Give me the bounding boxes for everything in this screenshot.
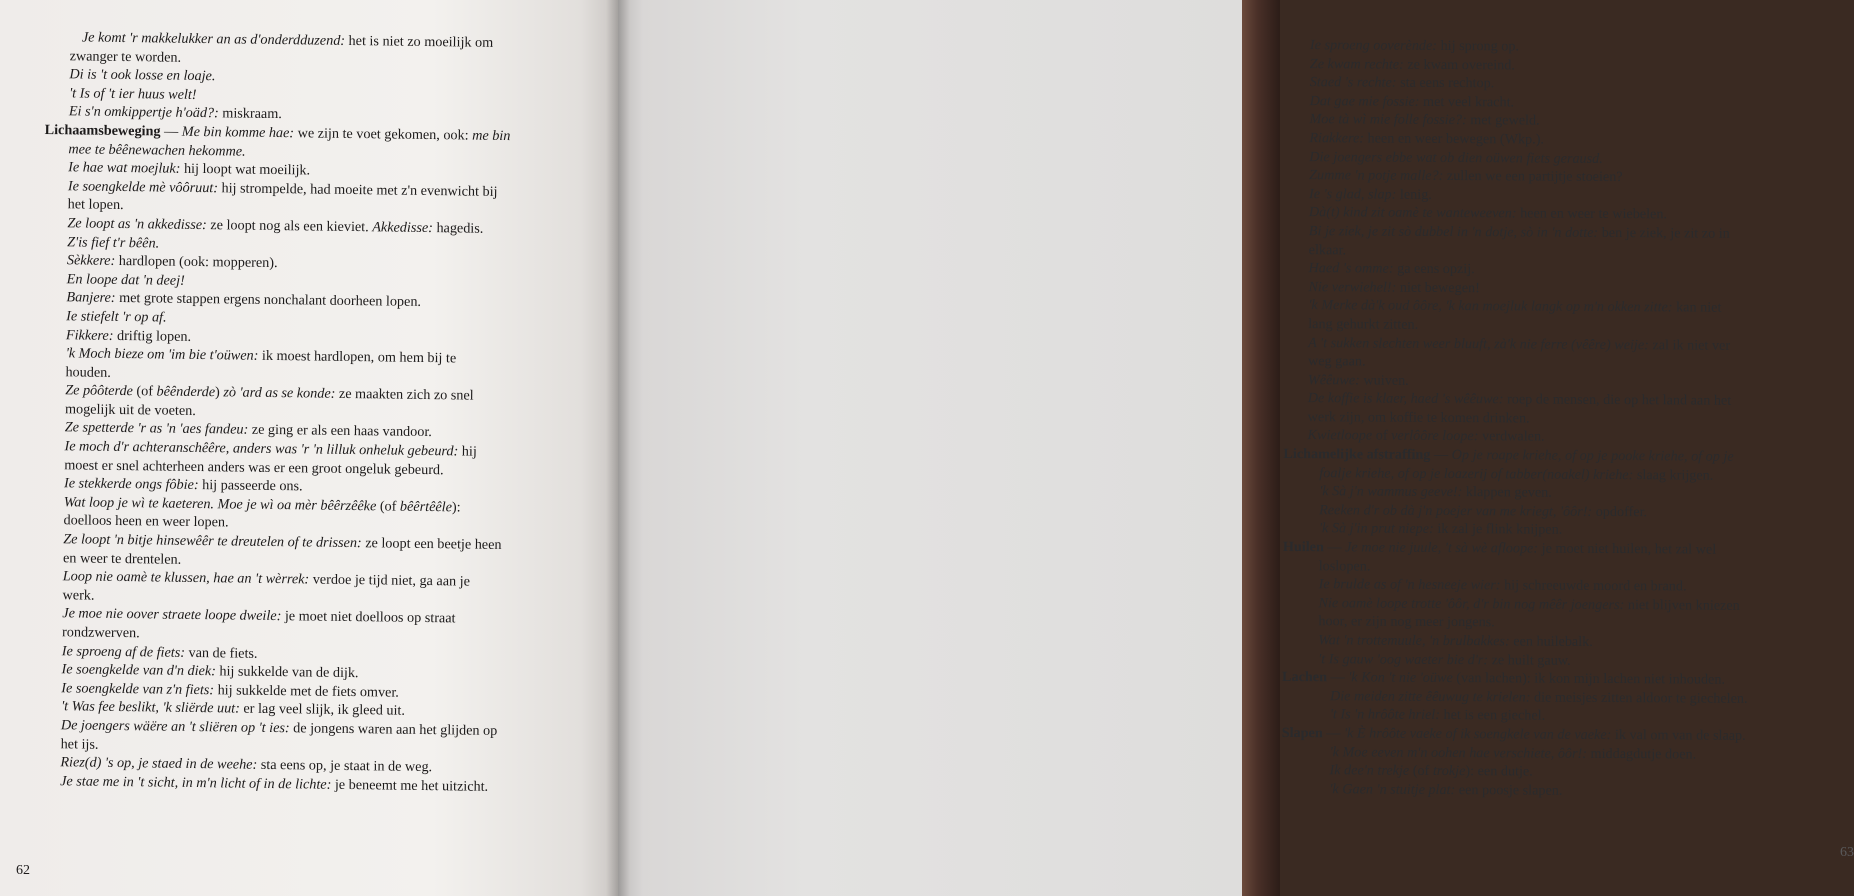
dialect-phrase: Dà(t) kind zit oamè te wanteweeven: bbox=[1308, 204, 1517, 222]
dialect-phrase: Ie sproeng ooverènde: bbox=[1309, 37, 1438, 54]
translation-text: hij bbox=[458, 443, 477, 460]
dialect-phrase: Nie verwiehel!: bbox=[1308, 278, 1397, 296]
translation-text: sta eens op, je staat in de weg. bbox=[257, 756, 433, 776]
dialect-phrase: Riakkere: bbox=[1309, 130, 1365, 147]
translation-text: met grote stappen ergens nonchalant doorheen lopen. bbox=[115, 290, 422, 311]
translation-text: ze kwam overeind. bbox=[1403, 56, 1516, 73]
section-heading: Lichaamsbeweging bbox=[44, 121, 161, 140]
dialect-phrase: En loope dat 'n deej! bbox=[66, 271, 185, 289]
translation-text: hij sprong op. bbox=[1437, 37, 1520, 55]
dialect-phrase: Ze loopt as 'n akkedisse: bbox=[67, 215, 207, 234]
dialect-phrase: Ie soengkelde van z'n fiets: bbox=[61, 680, 215, 699]
dialect-phrase: 'k Sà j'in prut niepe: bbox=[1318, 520, 1434, 538]
dialect-phrase: Ie brulde as of 'n hesneeje wier: bbox=[1318, 576, 1501, 594]
right-page-text bbox=[1281, 36, 1814, 802]
translation-text: ben je ziek, je zit zo in bbox=[1598, 224, 1730, 242]
translation-text: van de fiets. bbox=[184, 644, 258, 662]
dialect-phrase: Di is 't ook losse en loaje. bbox=[69, 66, 216, 85]
translation-text: wuiven. bbox=[1359, 372, 1409, 389]
section-heading: Lachen bbox=[1282, 669, 1328, 686]
translation-text: hij sukkelde met de fiets omver. bbox=[213, 682, 399, 701]
translation-text: zullen we een partijtje stoeien? bbox=[1443, 168, 1623, 186]
translation-text: die meisjes zitten aldoor te giechelen. bbox=[1530, 689, 1748, 707]
dialect-phrase: trokje bbox=[1432, 763, 1466, 780]
translation-text: ze maakten zich zo snel bbox=[335, 386, 474, 404]
translation-text: sta eens rechtop. bbox=[1396, 74, 1495, 92]
translation-text: het ijs. bbox=[60, 735, 99, 753]
left-page-text bbox=[36, 28, 568, 797]
translation-text: ze ging er als een haas vandoor. bbox=[248, 422, 432, 441]
dialect-phrase: zò 'ard as se konde: bbox=[223, 384, 336, 403]
translation-text: je moet niet doelloos op straat bbox=[281, 608, 456, 627]
translation-text: hij passeerde ons. bbox=[198, 477, 303, 495]
translation-text: zal ik niet ver bbox=[1648, 336, 1731, 354]
dialect-phrase: Op je roape kriehe, of op je pooke kriehe, of op je bbox=[1451, 447, 1734, 465]
dialect-phrase: Die joengers ebbe wat ob dien oüwen fiets gerausd. bbox=[1309, 148, 1603, 167]
translation-text: hij strompelde, had moeite met z'n evenwicht bij bbox=[217, 180, 498, 200]
translation-text: ): een dutje. bbox=[1465, 763, 1533, 780]
translation-text: loslopen. bbox=[1318, 557, 1371, 575]
translation-text: ze huilt gauw. bbox=[1488, 651, 1571, 669]
translation-text: werk zijn, om koffie te komen drinken. bbox=[1307, 409, 1530, 427]
dialect-phrase: Moe tà wì mie folle fossie?: bbox=[1309, 111, 1467, 129]
dialect-phrase: Dat gae mie fossie: bbox=[1309, 92, 1420, 110]
dialect-phrase: Loop nie oamè te klussen, hae an 't wèrrek: bbox=[62, 568, 310, 588]
dialect-phrase: 'k Kon 't nie 'oüwe bbox=[1348, 669, 1453, 687]
dialect-phrase: Akkedisse: bbox=[372, 219, 434, 237]
translation-text: ik val om van de slaap. bbox=[1611, 726, 1746, 744]
translation-text: ik moest hardlopen, om hem bij te bbox=[258, 347, 457, 367]
translation-text: niet bewegen! bbox=[1396, 279, 1480, 296]
dialect-phrase: Je stae me in 't sicht, in m'n licht of in de lichte: bbox=[60, 773, 332, 793]
translation-text: het is een giechel. bbox=[1439, 707, 1546, 724]
translation-text: houden. bbox=[65, 363, 111, 381]
translation-text: (of bbox=[376, 498, 401, 515]
dialect-phrase: 't Is gauw 'oog waeter bie d'r: bbox=[1318, 650, 1489, 668]
translation-text: — bbox=[1323, 539, 1346, 556]
dialect-phrase: Je moe nie juule, 't sà wè afloope: bbox=[1345, 539, 1539, 557]
translation-text: moest er snel achterheen anders was er een groot ongeluk gebeurd. bbox=[64, 456, 444, 478]
dialect-phrase: Kwietloope bbox=[1307, 427, 1373, 445]
translation-text: (van lachen): ik kon mijn lachen niet inhouden. bbox=[1452, 670, 1726, 688]
translation-text: verdoe je tijd niet, ga aan je bbox=[309, 571, 471, 590]
dialect-phrase: Ze loopt 'n bitje hinsewêêr te dreutelen of te drissen: bbox=[63, 531, 362, 552]
translation-text: ze loopt een beetje heen bbox=[361, 535, 502, 554]
dialect-phrase: 'k Gaen 'n stuitje plat: bbox=[1329, 781, 1456, 798]
translation-text: een poosje slapen. bbox=[1455, 781, 1563, 799]
translation-text: het is niet zo moeilijk om bbox=[344, 32, 494, 51]
translation-text: driftig lopen. bbox=[113, 327, 192, 345]
dialect-phrase: 'k Moe eeven m'n oohen hae verschiete, ôôr!: bbox=[1329, 743, 1588, 762]
translation-text: verdwalen. bbox=[1478, 428, 1545, 446]
dialect-phrase: Ie soengkelde van d'n diek: bbox=[61, 661, 216, 680]
translation-text: of bbox=[1372, 428, 1392, 445]
dialect-phrase: Riez(d) 's op, je staed in de weehe: bbox=[60, 754, 258, 773]
translation-text: heen en weer te wiebelen. bbox=[1516, 205, 1668, 223]
translation-text: ): bbox=[451, 499, 461, 516]
dialect-phrase: Nie oamè loope trotte 'ôôr, d'r bin nog mêêr joengers: bbox=[1318, 595, 1625, 613]
translation-text: weg gaan. bbox=[1307, 353, 1366, 370]
book-cover-edge bbox=[1242, 0, 1280, 896]
translation-text: ga eens opzij. bbox=[1393, 260, 1475, 278]
translation-text: met veel kracht. bbox=[1419, 93, 1515, 111]
translation-text: klappen geven. bbox=[1462, 484, 1552, 501]
translation-text: kan niet bbox=[1672, 299, 1722, 316]
dialect-phrase: 'k Merke dà'k oud ôôre, 'k kan moejluk langk op m'n okken zitte: bbox=[1308, 297, 1673, 316]
translation-text: lang gehurkt zitten. bbox=[1308, 316, 1419, 333]
translation-text: roep de mensen, die op het land aan het bbox=[1503, 391, 1732, 410]
translation-text: middagdutje doen. bbox=[1586, 745, 1697, 763]
translation-text: miskraam. bbox=[218, 105, 282, 123]
dialect-phrase: Wat 'n trottemuule, 'n brulbakkes: bbox=[1318, 632, 1510, 650]
dialect-phrase: Ei s'n omkippertje h'oäd?: bbox=[68, 103, 219, 122]
dialect-phrase: foalje kriehe, of op je loazerij of tabber(noakel) kriehe: bbox=[1319, 464, 1634, 483]
dialect-phrase: Me bin komme hae: bbox=[181, 123, 295, 142]
dialect-phrase: Wat loop je wì te kaeteren. Moe je wì oa mèr bêêrzêêke bbox=[63, 494, 377, 515]
dialect-phrase: A 't sukken slechten weer bluuft, zà'k nie ferre (vêêre) weije: bbox=[1308, 334, 1649, 353]
section-heading: Slapen bbox=[1281, 724, 1323, 742]
dialect-phrase: Ie moch d'r achteranschêêre, anders was 'r 'n lilluk onheluk gebeurd: bbox=[64, 438, 459, 460]
translation-text: er lag veel slijk, ik gleed uit. bbox=[239, 700, 406, 720]
translation-text: hij sukkelde van de dijk. bbox=[215, 663, 359, 682]
translation-text: met geweld. bbox=[1466, 112, 1540, 129]
dialect-phrase: verlôôre loope: bbox=[1391, 428, 1479, 445]
left-page-number: 62 bbox=[16, 863, 30, 878]
translation-text: hoor, er zijn nog meer jongens. bbox=[1318, 613, 1495, 631]
translation-text: ze loopt nog als een kieviet. bbox=[206, 217, 373, 236]
translation-text: lenig. bbox=[1396, 186, 1432, 203]
translation-text: je beneemt me het uitzicht. bbox=[331, 776, 489, 795]
dialect-phrase: Ie stiefelt 'r op af. bbox=[66, 308, 167, 326]
translation-text: hij loopt wat moeilijk. bbox=[180, 160, 311, 179]
dialect-phrase: Je komt 'r makkelukker an as d'onderdduzend: bbox=[81, 29, 346, 49]
translation-text: elkaar. bbox=[1308, 241, 1347, 258]
dialect-phrase: Ik dee'n trekje bbox=[1329, 762, 1410, 779]
section-heading: Huilen bbox=[1282, 539, 1324, 556]
dialect-phrase: Banjere: bbox=[66, 289, 116, 307]
translation-text: en weer te drentelen. bbox=[62, 549, 182, 568]
translation-text: mogelijk uit de voeten. bbox=[64, 401, 196, 419]
translation-text: (of bbox=[1409, 762, 1433, 780]
translation-text: — bbox=[1430, 446, 1452, 464]
dialect-phrase: Z'is fief t'r bêên. bbox=[67, 233, 160, 252]
dialect-phrase: Wêêuwe: bbox=[1307, 371, 1360, 389]
section-heading: Lichamelijke afstraffing bbox=[1283, 446, 1431, 463]
translation-text: niet blijven kniezen bbox=[1624, 596, 1740, 614]
translation-text: het lopen. bbox=[67, 196, 124, 214]
translation-text: we zijn te voet gekomen, ook: bbox=[293, 125, 473, 144]
dialect-phrase: Ie soengkelde mè vôôruut: bbox=[67, 178, 219, 197]
dialect-phrase: Ie sproeng af de fiets: bbox=[61, 642, 186, 661]
translation-text: hagedis. bbox=[432, 220, 484, 237]
dialect-phrase: 't Is 'n hrôôte hriel: bbox=[1329, 706, 1441, 724]
dialect-phrase: Haed 's omme: bbox=[1308, 260, 1394, 277]
dialect-phrase: De koffie is klaer, haed 's wêêuwe: bbox=[1307, 390, 1504, 408]
dialect-phrase: Ie 's glad, slap: bbox=[1308, 185, 1397, 203]
dialect-phrase: Ie hae wat moejluk: bbox=[68, 159, 181, 177]
dialect-phrase: 'k Sà j'n wammus geeve!: bbox=[1319, 483, 1463, 501]
dialect-phrase: Fikkere: bbox=[65, 326, 114, 344]
dialect-phrase: me bin bbox=[472, 127, 511, 145]
dialect-phrase: Ie stekkerde ongs fôbie: bbox=[63, 475, 199, 494]
dialect-phrase: Staed 's rechte: bbox=[1309, 74, 1397, 91]
book-gutter bbox=[606, 0, 630, 896]
translation-text: zwanger te worden. bbox=[69, 47, 182, 66]
dialect-phrase: bêêrtêêle bbox=[399, 498, 453, 516]
translation-text: heen en weer bewegen (Wkp.). bbox=[1363, 130, 1545, 148]
translation-text: — bbox=[160, 123, 182, 140]
dialect-phrase: Ze pôôterde bbox=[65, 382, 133, 400]
dialect-phrase: Je moe nie oover straete loope dweile: bbox=[62, 605, 282, 625]
dialect-phrase: 'k Moch bieze om 'im bie t'oüwen: bbox=[65, 345, 259, 364]
translation-text: hij schreeuwde moord en brand. bbox=[1500, 577, 1687, 595]
translation-text: een huilebalk. bbox=[1509, 633, 1593, 650]
translation-text: — bbox=[1326, 669, 1349, 686]
translation-text: je moet niet huilen, het zal wel bbox=[1538, 540, 1717, 558]
left-page bbox=[0, 0, 618, 896]
dialect-phrase: Ze spetterde 'r as 'n 'aes fandeu: bbox=[64, 419, 249, 439]
dialect-phrase: bêênderde bbox=[156, 383, 216, 401]
translation-text: werk. bbox=[62, 587, 95, 604]
right-page bbox=[618, 0, 1854, 896]
translation-text: ik zal je flink knijpen. bbox=[1433, 521, 1563, 539]
translation-text: ) bbox=[214, 384, 224, 401]
dialect-phrase: 't Is of 't ier huus welt! bbox=[69, 85, 197, 103]
dialect-phrase: Zumme 'n potje malle?: bbox=[1309, 167, 1444, 185]
translation-text: opdoffer. bbox=[1592, 503, 1648, 521]
dialect-phrase: mee te bêênewachen hekomme. bbox=[68, 140, 246, 160]
right-page-number: 63 bbox=[1840, 845, 1854, 860]
text-line bbox=[1281, 780, 1809, 802]
dialect-phrase: Bi je ziek, je zit sò dubbel in 'n dotje, sò in 'n dotte: bbox=[1308, 223, 1599, 241]
translation-text: (of bbox=[132, 383, 157, 400]
dialect-phrase: Sèkkere: bbox=[66, 252, 116, 270]
text-line bbox=[1284, 315, 1812, 337]
translation-text: — bbox=[1322, 725, 1345, 742]
translation-text: hardlopen (ook: mopperen). bbox=[115, 253, 278, 272]
translation-text: slaag krijgen. bbox=[1633, 466, 1714, 484]
dialect-phrase: Die meiden zitte êêuwug te krielen: bbox=[1329, 688, 1531, 706]
dialect-phrase: De joengers wäëre an 't sliëren op 't ies: bbox=[60, 717, 290, 737]
translation-text: rondzwerven. bbox=[61, 624, 140, 642]
translation-text: de jongens waren aan het glijden op bbox=[289, 720, 498, 739]
translation-text: doelloos heen en weer lopen. bbox=[63, 512, 229, 531]
dialect-phrase: Ze kwam rechte: bbox=[1309, 55, 1404, 73]
dialect-phrase: 'k È hrôôte vaeke of ik soengkele van de vaeke: bbox=[1343, 725, 1612, 743]
text-line bbox=[1285, 222, 1813, 244]
dialect-phrase: Reeken d'r ob dà j'n poejer van me kriegt, 'ôôr!: bbox=[1319, 502, 1593, 520]
dialect-phrase: 't Was fee beslikt, 'k sliërde uut: bbox=[61, 698, 240, 717]
